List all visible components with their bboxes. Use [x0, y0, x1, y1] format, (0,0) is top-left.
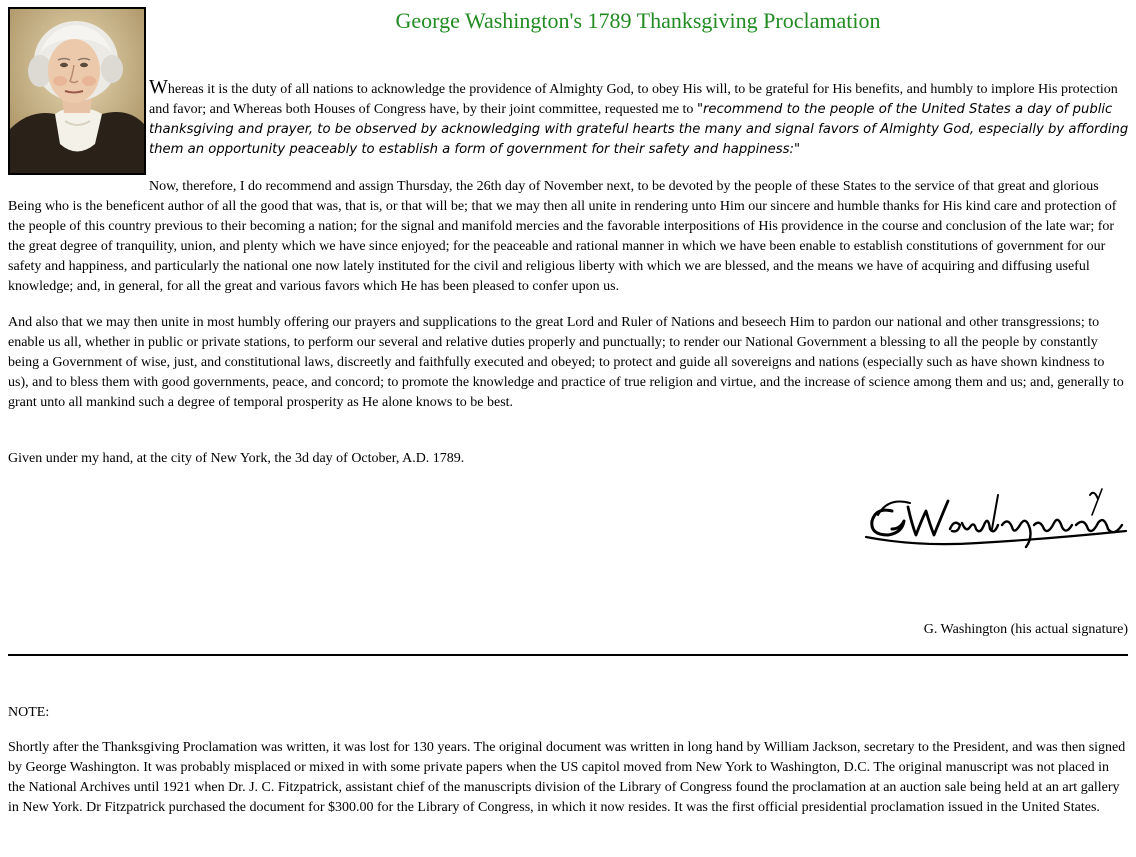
note-paragraph: Shortly after the Thanksgiving Proclamation was written, it was lost for 130 years. The original document was written in long hand by William Jackson, secretary to the President, and was then signed by George Washington. It was probably misplaced or mixed in with some private papers when the US capitol moved from New York to Washington, D.C. The original manuscript was not placed in the National Archives until 1921 when Dr. J. C. Fitzpatrick, assistant chief of the manuscripts division of the Library of Congress found the proclamation at an auction sale being held at an art gallery in New York. Dr Fitzpatrick purchased the document for $300.00 for the Library of Congress, in which it now resides. It was the first official presidential proclamation issued in the United States. [8, 740, 1126, 815]
signature-caption: G. Washington (his actual signature) [923, 622, 1128, 637]
horizontal-divider [8, 654, 1128, 656]
proclamation-paragraph: Now, therefore, I do recommend and assign Thursday, the 26th day of November next, to be devoted by the people of these States to the service of that great and glorious Being who is the beneficent author of all the good that was, that is, or that will be; that we may then all unite in rendering unto Him our sincere and humble thanks for His kind care and protection of the people of this country previous to their becoming a nation; for the signal and manifold mercies and the favorable interpositions of His providence in the course and conclusion of the late war; for the great degree of tranquility, union, and plenty which we have since enjoyed; for the peaceable and rational manner in which we have been enable to establish constitutions of government for our safety and happiness, and particularly the national one now lately instituted for the civil and religious liberty with which we are blessed, and the means we have of acquiring and diffusing useful knowledge; and, in general, for all the great and various favors which He has been pleased to confer upon us. [8, 179, 1117, 294]
page-title: George Washington's 1789 Thanksgiving Proclamation [395, 8, 881, 33]
note-label: NOTE: [8, 705, 50, 720]
intro-text: hereas it is the duty of all nations to acknowledge the providence of Almighty God, to obey His will, to be grateful for His benefits, and humbly to implore His protection and favor; and Whereas both Houses of Congress have, by their joint committee, requested me to [149, 82, 1118, 117]
washington-signature-image [858, 485, 1130, 565]
congress-quote: "recommend to the people of the United States a day of public thanksgiving and prayer, to be observed by acknowledging with grateful hearts the many and signal favors of Almighty God, especially by affording them an opportunity peaceably to establish a form of government for their safety and happiness:" [149, 102, 1129, 157]
drop-cap: W [149, 76, 168, 98]
given-date-line: Given under my hand, at the city of New York, the 3d day of October, A.D. 1789. [8, 451, 465, 466]
washington-portrait-image [8, 7, 146, 175]
intro-paragraph [149, 77, 1129, 160]
proclamation-paragraph: And also that we may then unite in most humbly offering our prayers and supplications to the great Lord and Ruler of Nations and beseech Him to pardon our national and other transgressions; to enable us all, whether in public or private stations, to perform our several and relative duties properly and punctually; to render our National Government a blessing to all the people by constantly being a Government of wise, just, and constitutional laws, discreetly and faithfully executed and obeyed; to protect and guide all sovereigns and nations (especially such as have shown kindness to us), and to bless them with good governments, peace, and concord; to promote the knowledge and practice of true religion and virtue, and the increase of science among them and us; and, generally to grant unto all mankind such a degree of temporal prosperity as He alone knows to be best. [8, 315, 1124, 410]
